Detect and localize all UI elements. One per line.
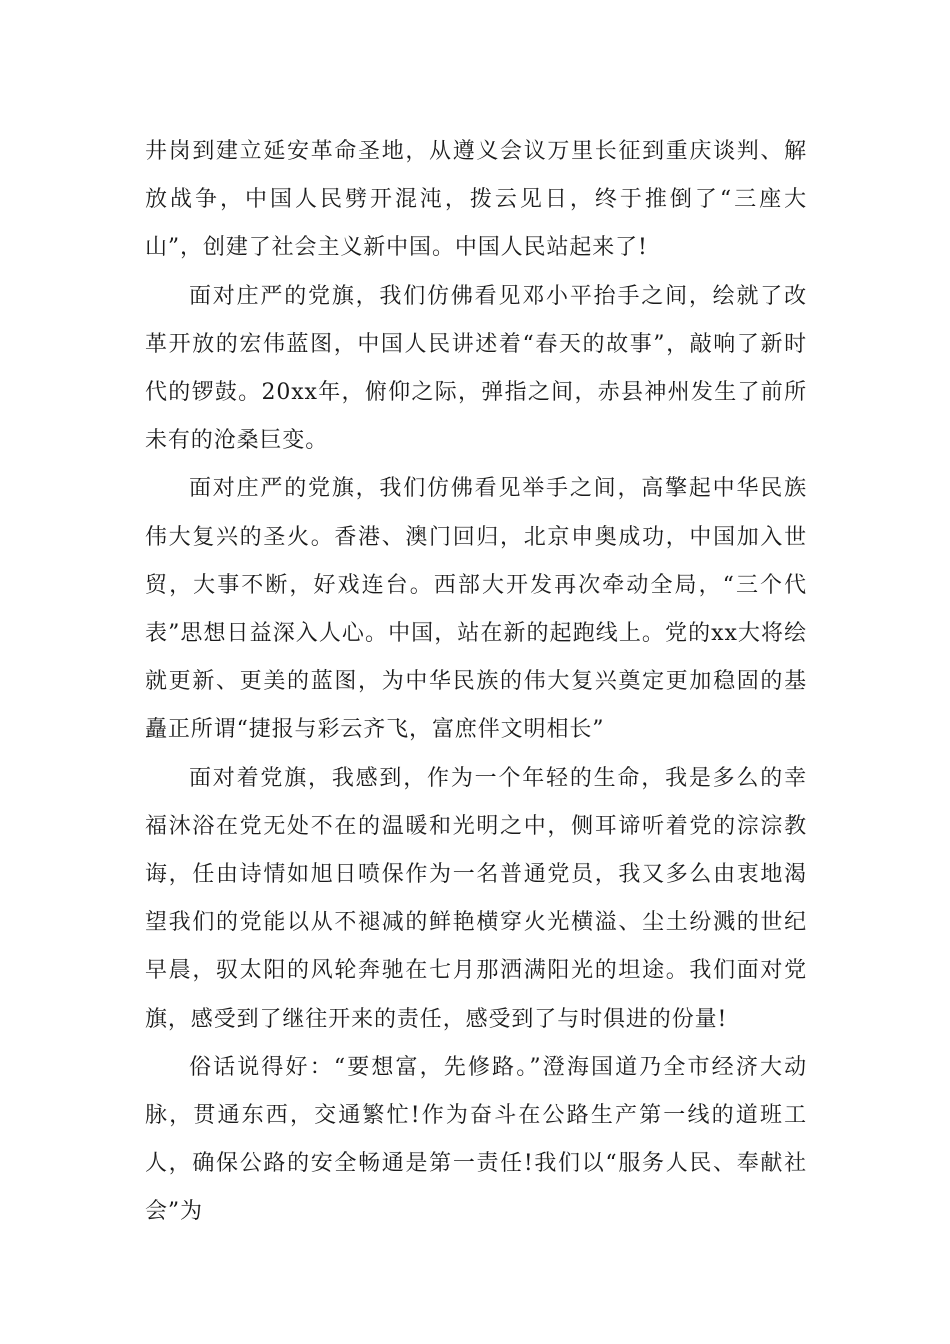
document-body	[145, 128, 807, 1237]
paragraph: 俗话说得好：“要想富，先修路。”澄海国道乃全市经济大动脉，贯通东西，交通繁忙!作为奋斗在公路生产第一线的道班工人，确保公路的安全畅通是第一责任!我们以“服务人民、奉献社会”为	[145, 1054, 807, 1225]
paragraph: 面对庄严的党旗，我们仿佛看见邓小平抬手之间，绘就了改革开放的宏伟蓝图，中国人民讲述着“春天的故事”，敲响了新时代的锣鼓。20xx年，俯仰之际，弹指之间，赤县神州发生了前所未有的沧桑巨变。	[145, 283, 807, 454]
paragraph: 面对庄严的党旗，我们仿佛看见举手之间，高擎起中华民族伟大复兴的圣火。香港、澳门回归，北京申奥成功，中国加入世贸，大事不断，好戏连台。西部大开发再次牵动全局，“三个代表”思想日益深入人心。中国，站在新的起跑线上。党的xx大将绘就更新、更美的蓝图，为中华民族的伟大复兴奠定更加稳固的基矗正所谓“捷报与彩云齐飞，富庶伴文明相长”	[145, 476, 807, 743]
paragraph-continued: 井岗到建立延安革命圣地，从遵义会议万里长征到重庆谈判、解放战争，中国人民劈开混沌，拨云见日，终于推倒了“三座大山”，创建了社会主义新中国。中国人民站起来了!	[145, 139, 807, 261]
paragraph: 面对着党旗，我感到，作为一个年轻的生命，我是多么的幸福沐浴在党无处不在的温暖和光明之中，侧耳谛听着党的淙淙教诲，任由诗情如旭日喷保作为一名普通党员，我又多么由衷地渴望我们的党能以从不褪减的鲜艳横穿火光横溢、尘土纷溅的世纪早晨，驭太阳的风轮奔驰在七月那洒满阳光的坦途。我们面对党旗，感受到了继往开来的责任，感受到了与时俱进的份量!	[145, 765, 807, 1032]
